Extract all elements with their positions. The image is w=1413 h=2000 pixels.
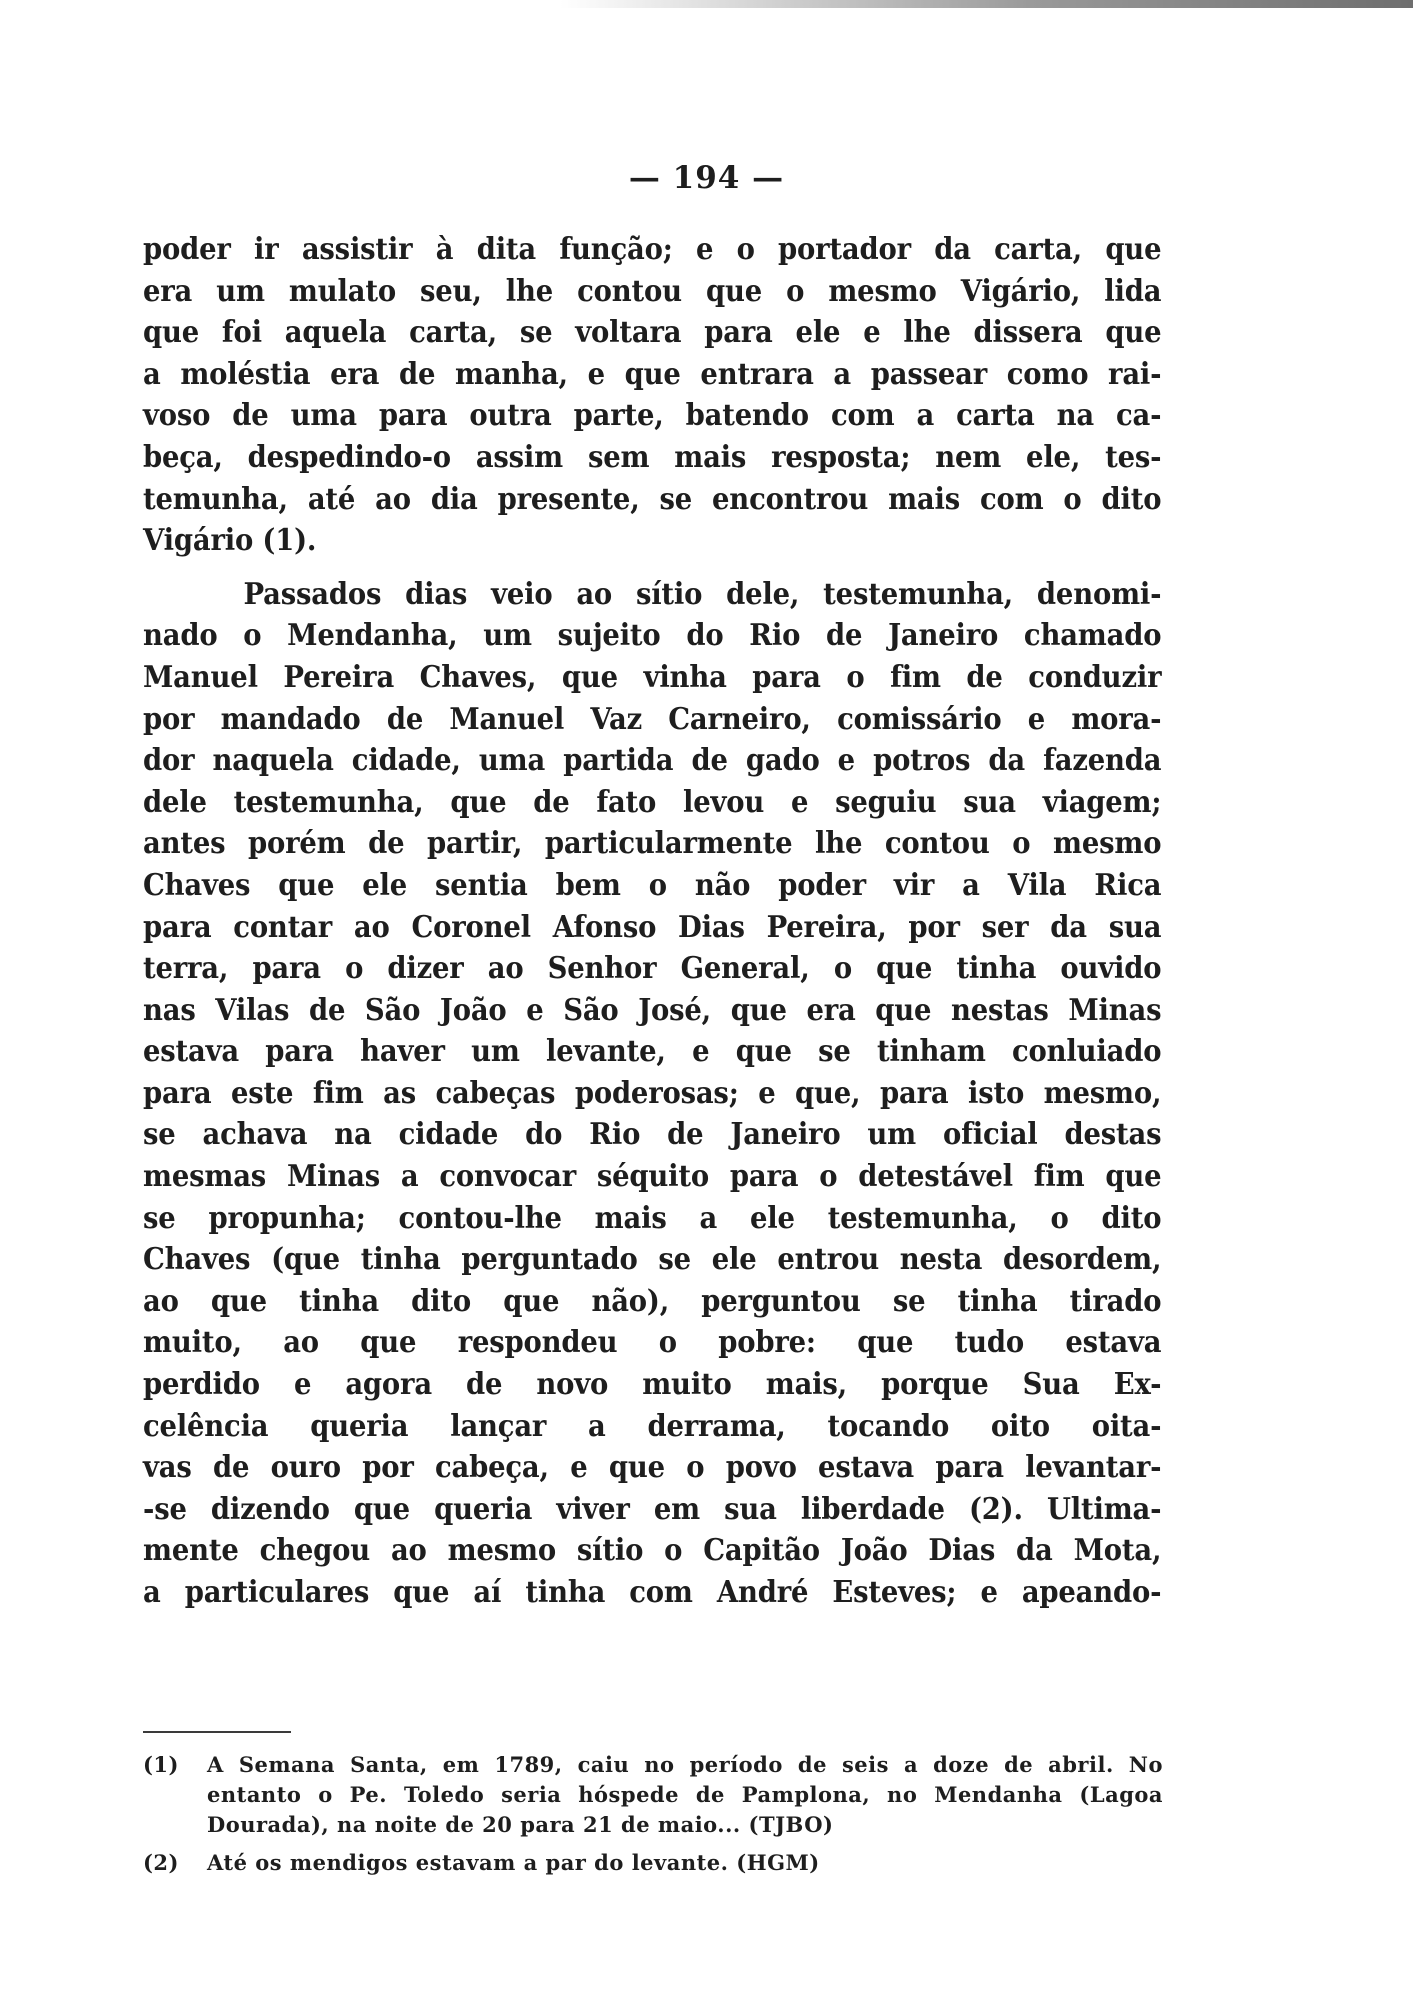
text-line: Manuel Pereira Chaves, que vinha para o fim de conduzir bbox=[143, 658, 1162, 694]
text-line: perdido e agora de novo muito mais, porque Sua Ex- bbox=[143, 1366, 1162, 1402]
paragraph-2 bbox=[143, 573, 1161, 1613]
footnote-marker: (2) bbox=[143, 1850, 179, 1875]
text-line: se propunha; contou-lhe mais a ele testemunha, o dito bbox=[143, 1199, 1162, 1235]
footnote-2 bbox=[143, 1848, 1163, 1878]
footnote-1 bbox=[143, 1750, 1163, 1840]
text-line: era um mulato seu, lhe contou que o mesmo Vigário, lida bbox=[143, 272, 1162, 308]
text-line: dele testemunha, que de fato levou e seguiu sua viagem; bbox=[143, 783, 1162, 819]
footnote-text bbox=[207, 1750, 1163, 1840]
text-line: dor naquela cidade, uma partida de gado e potros da fazenda bbox=[143, 742, 1162, 778]
footnotes bbox=[143, 1750, 1163, 1886]
text-line: Passados dias veio ao sítio dele, testemunha, denomi- bbox=[243, 575, 1162, 611]
text-line: mente chegou ao mesmo sítio o Capitão João Dias da Mota, bbox=[143, 1532, 1162, 1568]
text-line: poder ir assistir à dita função; e o portador da carta, que bbox=[143, 231, 1162, 266]
body-text bbox=[143, 228, 1161, 1613]
text-line: mesmas Minas a convocar séquito para o detestável fim que bbox=[143, 1158, 1162, 1194]
text-line: beça, despedindo-o assim sem mais resposta; nem ele, tes- bbox=[143, 438, 1162, 474]
footnote-text bbox=[207, 1848, 1163, 1878]
footnote-line: entanto o Pe. Toledo seria hóspede de Pamplona, no Mendanha (Lagoa bbox=[207, 1782, 1163, 1807]
paragraph-1 bbox=[143, 228, 1161, 561]
text-line: se achava na cidade do Rio de Janeiro um oficial destas bbox=[143, 1116, 1162, 1152]
text-line: para este fim as cabeças poderosas; e que, para isto mesmo, bbox=[143, 1074, 1162, 1110]
text-line: terra, para o dizer ao Senhor General, o que tinha ouvido bbox=[143, 950, 1162, 986]
footnote-line: Até os mendigos estavam a par do levante. (HGM) bbox=[207, 1850, 820, 1875]
text-line: celência queria lançar a derrama, tocando oito oita- bbox=[143, 1407, 1162, 1443]
text-line: voso de uma para outra parte, batendo com a carta na ca- bbox=[143, 397, 1162, 433]
text-line: -se dizendo que queria viver em sua liberdade (2). Ultima- bbox=[143, 1490, 1162, 1526]
text-line: a particulares que aí tinha com André Esteves; e apeando- bbox=[143, 1574, 1162, 1609]
text-line: temunha, até ao dia presente, se encontrou mais com o dito bbox=[143, 480, 1162, 516]
text-line: Vigário (1). bbox=[143, 522, 317, 558]
text-line: nas Vilas de São João e São José, que era que nestas Minas bbox=[143, 991, 1162, 1027]
text-line: por mandado de Manuel Vaz Carneiro, comissário e mora- bbox=[143, 700, 1162, 736]
text-line: que foi aquela carta, se voltara para ele e lhe dissera que bbox=[143, 314, 1162, 350]
page-number: — 194 — bbox=[628, 160, 785, 196]
text-line: Chaves que ele sentia bem o não poder vir a Vila Rica bbox=[143, 866, 1162, 902]
footnote-line: Dourada), na noite de 20 para 21 de maio... (TJBO) bbox=[207, 1812, 834, 1837]
text-line: nado o Mendanha, um sujeito do Rio de Janeiro chamado bbox=[143, 617, 1162, 653]
text-line: para contar ao Coronel Afonso Dias Pereira, por ser da sua bbox=[143, 908, 1162, 944]
text-line: muito, ao que respondeu o pobre: que tudo estava bbox=[143, 1324, 1162, 1360]
text-line: antes porém de partir, particularmente lhe contou o mesmo bbox=[143, 825, 1162, 861]
text-line: vas de ouro por cabeça, e que o povo estava para levantar- bbox=[143, 1449, 1162, 1485]
text-line: estava para haver um levante, e que se tinham conluiado bbox=[143, 1033, 1162, 1069]
scan-top-edge-shadow bbox=[560, 0, 1413, 8]
text-line: Chaves (que tinha perguntado se ele entrou nesta desordem, bbox=[143, 1241, 1162, 1277]
text-line: ao que tinha dito que não), perguntou se tinha tirado bbox=[143, 1282, 1162, 1318]
text-line: a moléstia era de manha, e que entrara a passear como rai- bbox=[143, 355, 1162, 391]
footnote-separator bbox=[143, 1731, 291, 1733]
footnote-marker: (1) bbox=[143, 1752, 179, 1777]
footnote-line: A Semana Santa, em 1789, caiu no período de seis a doze de abril. No bbox=[207, 1752, 1163, 1777]
